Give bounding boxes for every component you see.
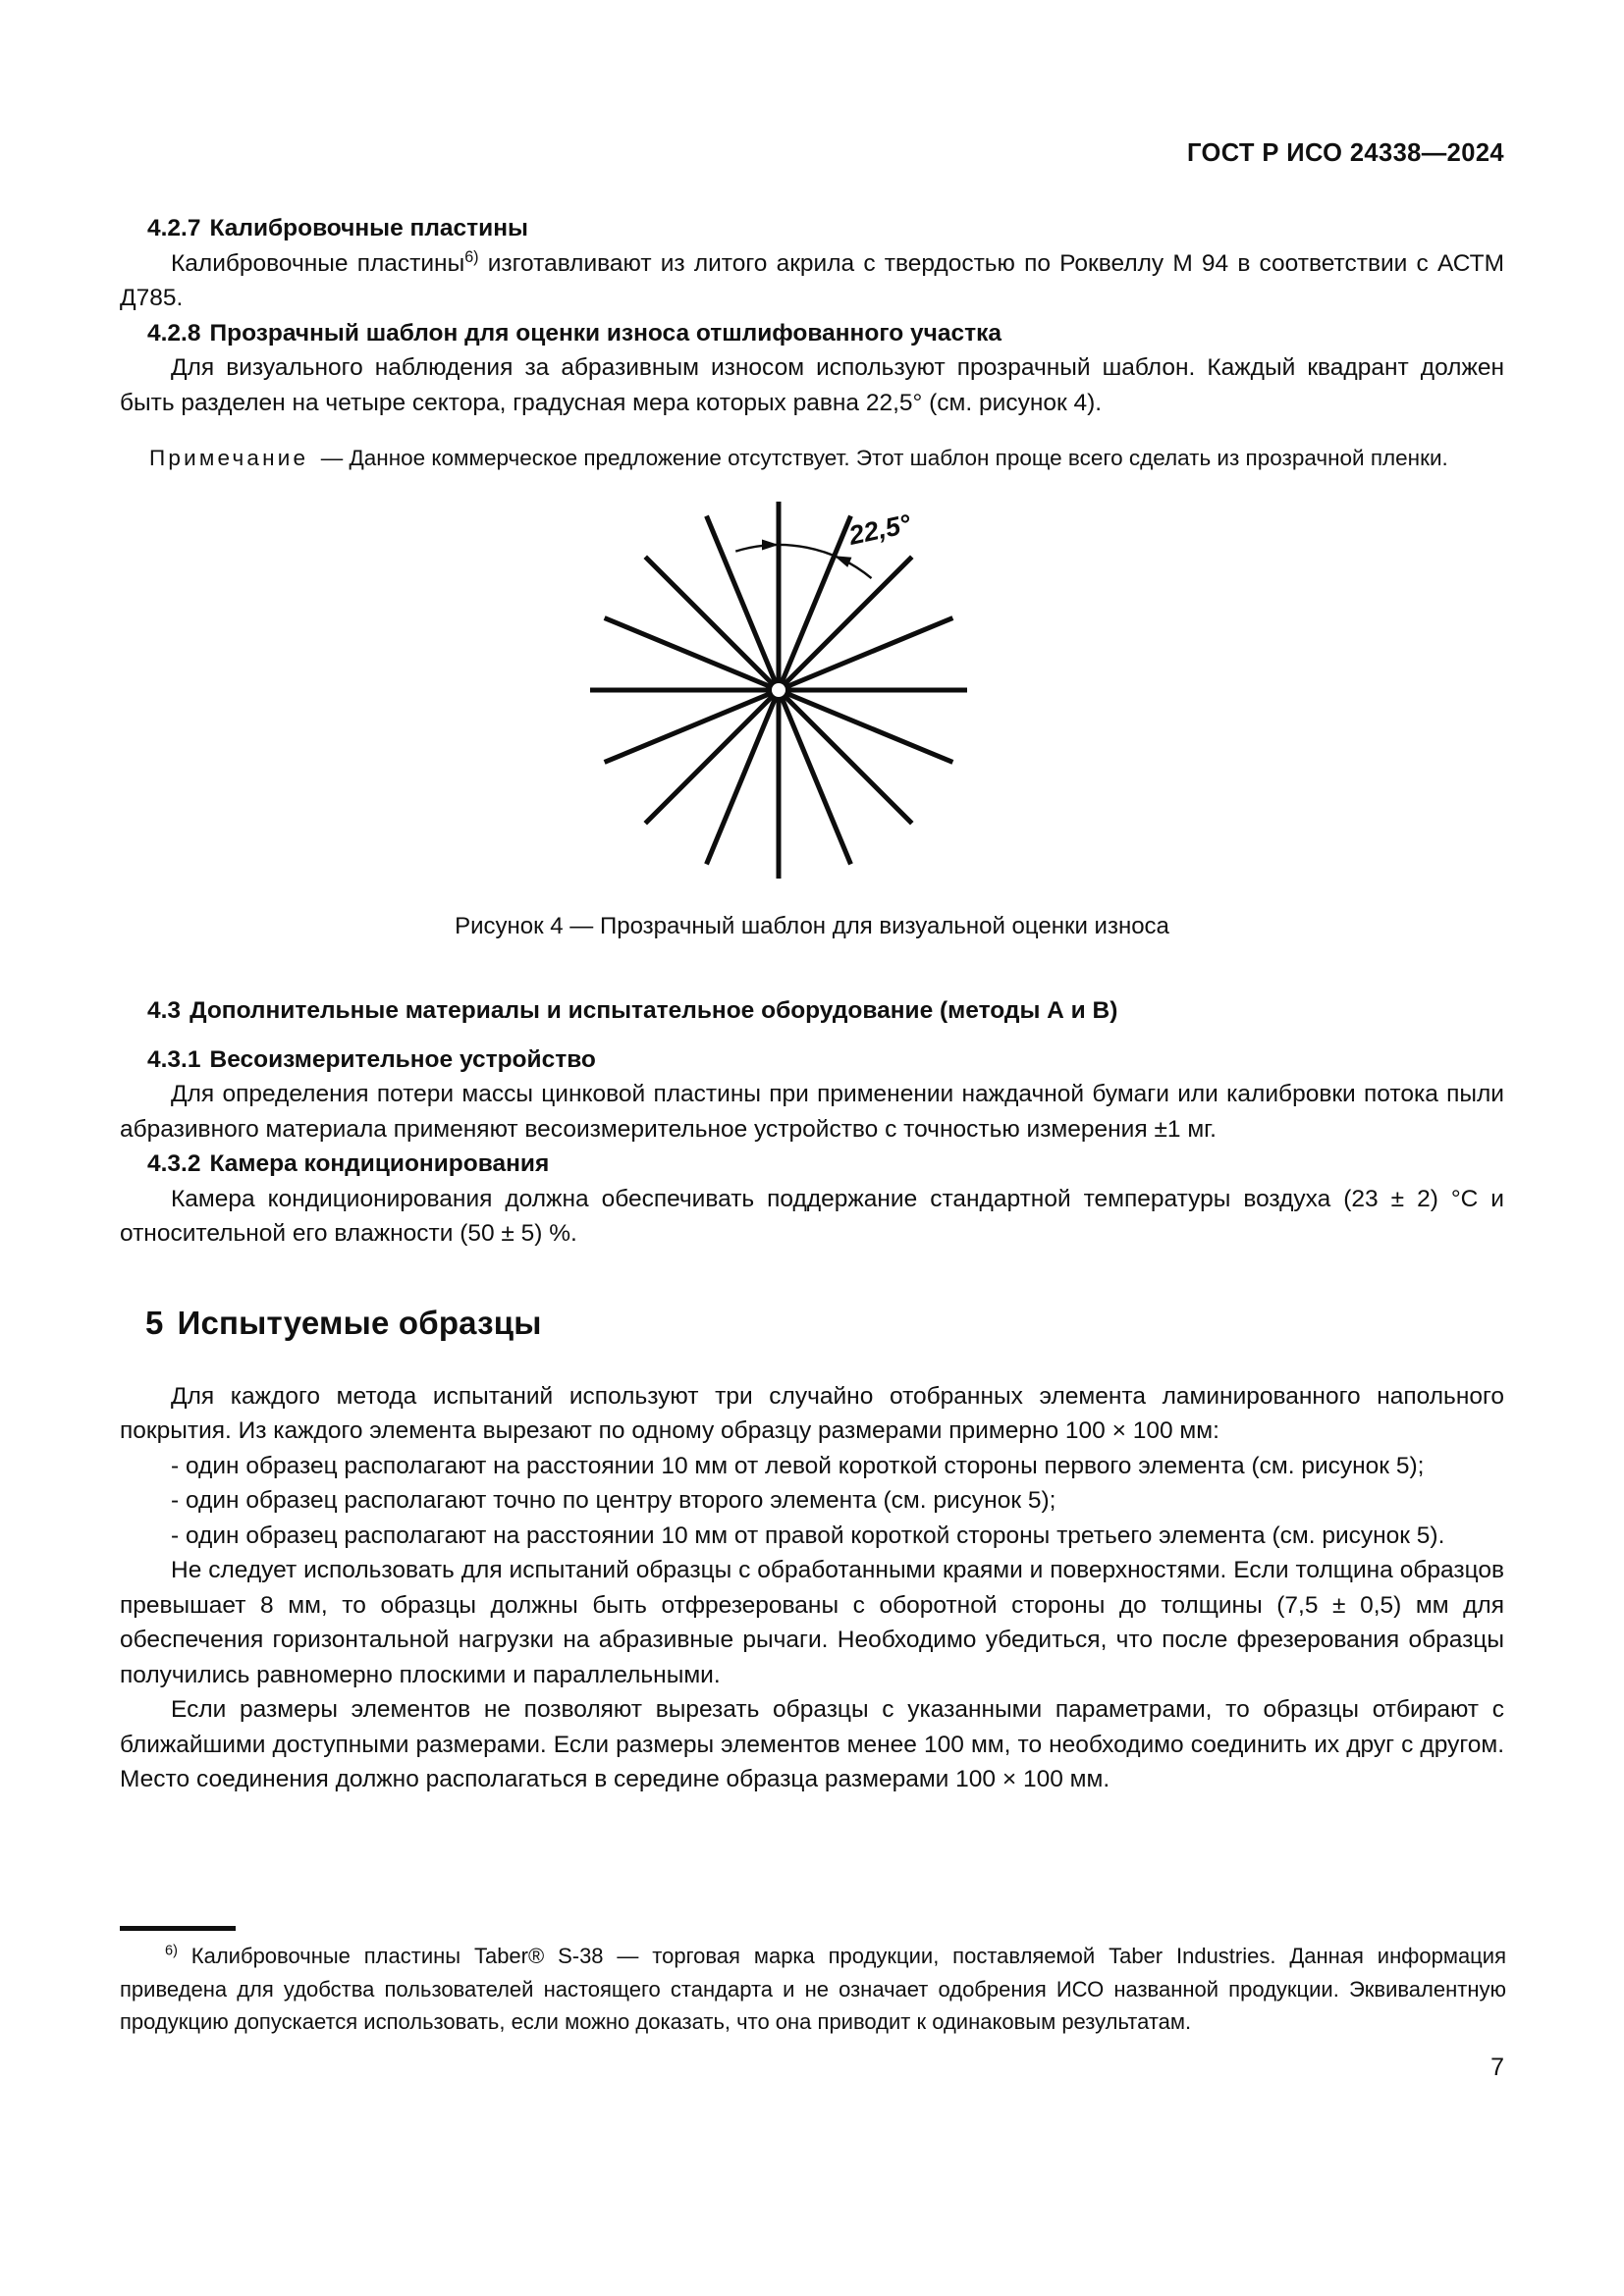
footnote-body: Калибровочные пластины Taber® S-38 — торговая марка продукции, поставляемой Taber Industries. Данная информация приведена для удобства пользователей настоящего стандарта и не означает одобрения ИСО названной продукции. Эквивалентную продукцию допускается использовать, если можно доказать, что она приводит к одинаковым результатам.: [120, 1944, 1506, 2034]
section5-paragraph-2: Не следует использовать для испытаний образцы с обработанными краями и поверхностями. Если толщина образцов превышает 8 мм, то образцы должны быть отфрезерованы с оборотной стороны до толщины (7,5 ± 0,5) мм для обеспечения горизонтальной нагрузки на абразивные рычаги. Необходимо убедиться, что после фрезерования образцы получились равномерно плоскими и параллельными.: [120, 1557, 1504, 1688]
clause-body-post: изготавливают из литого акрила с твердостью по Роквеллу М 94 в соответствии с АСТМ Д785.: [120, 249, 1504, 311]
clause-number: 4.3.1: [147, 1045, 201, 1073]
figure-4-caption: [120, 911, 1504, 942]
section5-paragraph-1: Для каждого метода испытаний используют три случайно отобранных элемента ламинированного напольного покрытия. Из каждого элемента вырезают по одному образцу размерами примерно 100 × 100 мм:: [120, 1382, 1504, 1444]
clause-title: Прозрачный шаблон для оценки износа отшлифованного участка: [209, 319, 1001, 347]
clause-number: 4.2.7: [147, 215, 201, 241]
clause-heading-4-2-8: [120, 316, 1504, 351]
clause-body-pre: Калибровочные пластины: [171, 249, 465, 277]
section-title: Испытуемые образцы: [177, 1304, 542, 1341]
section5-bullet-1: - один образец располагают на расстоянии 10 мм от левой короткой стороны первого элемента (см. рисунок 5);: [171, 1452, 1425, 1479]
text-column: [120, 211, 1504, 1797]
clause-number: 4.2.8: [147, 319, 201, 347]
running-header: ГОСТ Р ИСО 24338—2024: [1186, 139, 1504, 167]
clause-heading-4-3-1: [120, 1042, 1504, 1078]
clause-heading-4-3: [120, 993, 1504, 1029]
section-number: 5: [145, 1304, 164, 1341]
figure-title: Прозрачный шаблон для визуальной оценки износа: [599, 913, 1169, 939]
footnote-6-text: [120, 1940, 1506, 2039]
note-text: Данное коммерческое предложение отсутствует. Этот шаблон проще всего сделать из прозрачной пленки.: [349, 446, 1448, 470]
footnote-ref-6[interactable]: 6): [464, 247, 479, 266]
clause-body-4-3-2: Камера кондиционирования должна обеспечивать поддержание стандартной температуры воздуха (23 ± 2) °С и относительной его влажности (50 ± 5) %.: [120, 1185, 1504, 1247]
clause-number: 4.3: [147, 997, 182, 1024]
section5-paragraph-3: Если размеры элементов не позволяют вырезать образцы с указанными параметрами, то образцы отбирают с ближайшими доступными размерами. Если размеры элементов менее 100 мм, то необходимо соединить их друг с другом. Место соединения должно располагаться в середине образца размерами 100 × 100 мм.: [120, 1696, 1504, 1792]
figure-label: Рисунок 4: [455, 913, 564, 939]
radial-template-drawing: [557, 489, 1067, 911]
clause-title: Камера кондиционирования: [209, 1150, 550, 1177]
note-dash: —: [320, 446, 344, 470]
angle-label: 22,5°: [846, 508, 914, 551]
clause-heading-4-2-7: [120, 211, 1504, 246]
section5-bullet-3: - один образец располагают на расстоянии 10 мм от правой короткой стороны третьего элемента (см. рисунок 5).: [171, 1522, 1445, 1549]
clause-heading-4-3-2: [120, 1147, 1504, 1182]
footnote-separator-rule: [120, 1926, 236, 1931]
clause-title: Дополнительные материалы и испытательное оборудование (методы А и В): [189, 997, 1118, 1024]
figure-4: [120, 489, 1504, 911]
clause-body-4-3-1: Для определения потери массы цинковой пластины при применении наждачной бумаги или калибровки потока пыли абразивного материала применяют весоизмерительное устройство с точностью измерения ±1 мг.: [120, 1081, 1504, 1143]
footnote-block: [120, 1926, 1506, 2039]
clause-title: Весоизмерительное устройство: [209, 1045, 596, 1073]
clause-number: 4.3.2: [147, 1150, 201, 1177]
clause-body-4-2-7: [120, 246, 1504, 316]
note-label: Примечание: [149, 446, 309, 470]
clause-body-4-2-8: Для визуального наблюдения за абразивным износом используют прозрачный шаблон. Каждый квадрант должен быть разделен на четыре сектора, градусная мера которых равна 22,5° (см. рисунок 4).: [120, 354, 1504, 416]
section5-bullet-2: - один образец располагают точно по центру второго элемента (см. рисунок 5);: [171, 1487, 1056, 1514]
page-number: 7: [1490, 2054, 1504, 2081]
clause-title: Калибровочные пластины: [209, 215, 528, 241]
note-block: [120, 442, 1504, 475]
footnote-marker: 6): [165, 1943, 178, 1959]
figure-dash: —: [569, 913, 594, 939]
section-heading-5: [120, 1303, 1504, 1344]
